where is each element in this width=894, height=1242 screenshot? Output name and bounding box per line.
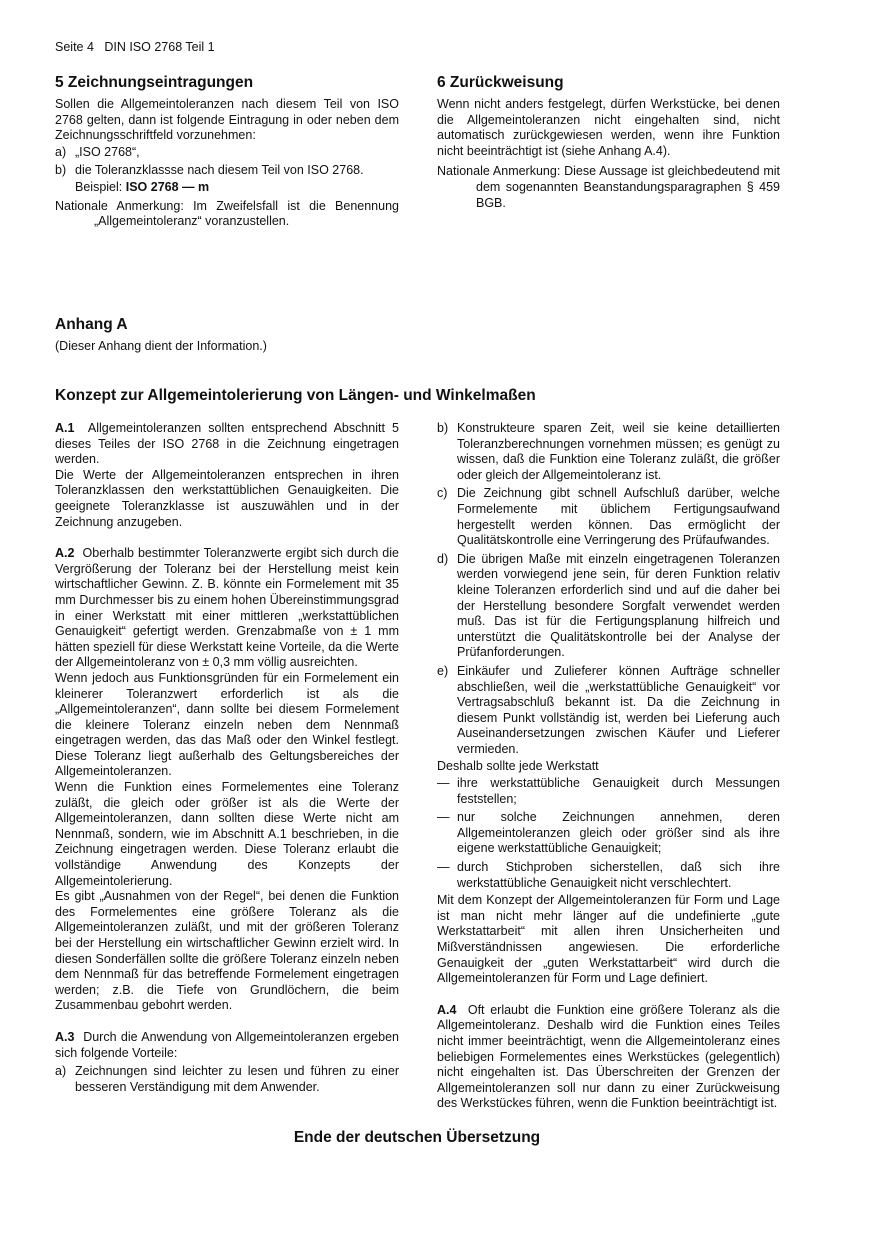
list-item: e) Einkäufer und Zulieferer können Aufträge schneller abschließen, weil die „werkstattübliche Genauigkeit“ vor Vertragsabschluß bekannt ist. Da die Zeichnung in diesem Punkt vollständig ist, werden bei Lieferung auch Auseinandersetzungen zwischen Käufer und Lieferer vermieden.: [437, 663, 780, 756]
section-6-title: 6 Zurückweisung: [437, 74, 564, 91]
paragraph: Die Werte der Allgemeintoleranzen entsprechen in ihren Toleranzklassen den werkstattüblichen Genauigkeiten. Die geeignete Toleranzklasse ist auszuwählen und in der Zeichnung anzugeben.: [55, 467, 399, 529]
list-item: a) „ISO 2768“,: [55, 144, 140, 159]
section-6: [437, 74, 780, 211]
section-5: [55, 74, 399, 230]
paragraph-a1: A.1 Allgemeintoleranzen sollten entsprechend Abschnitt 5 dieses Teiles der ISO 2768 in die Zeichnung eingetragen werden.: [55, 421, 399, 467]
paragraph: Wenn jedoch aus Funktionsgründen für ein Formelement ein kleinerer Toleranzwert erforderlich ist als die „Allgemeintoleranzen“, dann sollte bei diesem Formelement die kleinere Toleranz einzeln neben dem Nennmaß eingetragen werden, das das Maß oder den Winkel festlegt. Diese Toleranz liegt außerhalb des Geltungsbereiches der Allgemeintoleranzen.: [55, 670, 399, 779]
paragraph-a3: A.3 Durch die Anwendung von Allgemeintoleranzen ergeben sich folgende Vorteile:: [55, 1029, 400, 1060]
annex-right-column: [437, 421, 780, 1112]
national-note: Nationale Anmerkung: Diese Aussage ist gleichbedeutend mit dem sogenannten Beanstandungsparagraphen § 459 BGB.: [437, 164, 780, 210]
annex-title: Anhang A: [55, 316, 128, 333]
end-of-translation: Ende der deutschen Übersetzung: [293, 1129, 541, 1146]
paragraph: Mit dem Konzept der Allgemeintoleranzen für Form und Lage ist man nicht mehr länger auf die undefinierte „gute Werkstattarbeit“ mit allen ihren Unsicherheiten und Mißverständnissen angewiesen. Die erforderliche Genauigkeit der „guten Werkstattarbeit“ wird durch die Allgemeintoleranzen für Form und Lage definiert.: [437, 893, 780, 986]
list-item: — ihre werkstattübliche Genauigkeit durch Messungen feststellen;: [437, 776, 780, 806]
section-6-text: Wenn nicht anders festgelegt, dürfen Werkstücke, bei denen die Allgemeintoleranzen nicht eingehalten sind, nicht automatisch zurückgewiesen werden, wenn ihre Funktion nicht beeinträchtigt ist (siehe Anhang A.4).: [437, 97, 780, 158]
paragraph: Wenn die Funktion eines Formelementes eine Toleranz zuläßt, die gleich oder größer ist als die Werte der Allgemeintoleranzen, dann sollten diese Werte nicht am Nennmaß, sondern, wie im Abschnitt A.1 beschrieben, in die Zeichnung eingetragen werden. Diese Toleranz erlaubt die vollständige Anwendung des Konzepts der Allgemeintolerierung.: [55, 780, 399, 888]
list-item: — durch Stichproben sicherstellen, daß sich ihre werkstattübliche Genauigkeit nicht verschlechtert.: [437, 860, 780, 890]
section-5-intro: Sollen die Allgemeintoleranzen nach diesem Teil von ISO 2768 gelten, dann ist folgende Eintragung in oder neben dem Zeichnungsschriftfeld vorzunehmen:: [55, 97, 399, 143]
list-item: a) Zeichnungen sind leichter zu lesen und führen zu einer besseren Verständigung mit dem Anwender.: [55, 1064, 399, 1094]
paragraph-a2: A.2 Oberhalb bestimmter Toleranzwerte ergibt sich durch die Vergrößerung der Toleranz bei der Herstellung meist kein wirtschaftlicher Gewinn. Z. B. könnte ein Formelement mit 35 mm Durchmesser bis zu einem hohen Übereinstimmungsgrad in einer Werkstatt mit einer mittleren „werkstattüblichen Genauigkeit“ gefertigt werden. Grenzabmaße von ± 1 mm hätten speziell für diese Werkstatt keine Vorteile, da die Werte der Allgemeintoleranz von ± 0,3 mm völlig ausreichten.: [55, 546, 399, 670]
list-item: c) Die Zeichnung gibt schnell Aufschluß darüber, welche Formelemente mit üblichem Fertigungsaufwand hergestellt werden können. Das ermöglicht der Qualitätskontrolle eine Verringerung des Prüfaufwandes.: [437, 486, 780, 548]
paragraph-a4: A.4 Oft erlaubt die Funktion eine größere Toleranz als die Allgemeintoleranz. Deshalb wird die Funktion eines Teiles nicht immer beeinträchtigt, wenn die Allgemeintoleranz eines beliebigen Formelementes eines Werkstückes (gelegentlich) nicht eingehalten ist. Das Überschreiten der Grenzen der Allgemeintoleranzen soll nur dann zu einer Zurückweisung des Werkstückes führen, wenn die Funktion beeinträchtigt ist.: [437, 1002, 780, 1111]
annex-heading: Konzept zur Allgemeintolerierung von Längen- und Winkelmaßen: [55, 387, 536, 404]
list-item: d) Die übrigen Maße mit einzeln eingetragenen Toleranzen werden vorwiegend jene sein, für deren Funktion relativ kleine Toleranzen erforderlich sind und auf die daher bei der Herstellung besondere Sorgfalt verwendet werden muß. Das ist für die Fertigungsplanung hilfreich und unterstützt die Qualitätskontrolle bei der Analyse der Prüfanforderungen.: [437, 551, 780, 660]
page-number: Seite 4: [55, 40, 94, 54]
annex-left-column: [55, 421, 399, 1095]
running-header: [55, 40, 215, 54]
list-item: b) die Toleranzklassse nach diesem Teil von ISO 2768.: [55, 163, 364, 178]
list-item: b) Konstrukteure sparen Zeit, weil sie keine detaillierten Toleranzberechnungen vornehmen müssen; es genügt zu wissen, daß die Funktion eine Toleranz zuläßt, die größer oder gleich der Allgemeintoleranz ist.: [437, 421, 780, 482]
national-note: Nationale Anmerkung: Im Zweifelsfall ist die Benennung „Allgemeintoleranz“ voranzustellen.: [55, 198, 399, 229]
annex-subtitle: (Dieser Anhang dient der Information.): [55, 339, 267, 353]
section-5-title: 5 Zeichnungseintragungen: [55, 74, 254, 91]
paragraph: Deshalb sollte jede Werkstatt: [437, 759, 599, 774]
document-id: DIN ISO 2768 Teil 1: [104, 40, 215, 54]
paragraph: Es gibt „Ausnahmen von der Regel“, bei denen die Funktion des Formelementes eine größere Toleranz als die Allgemeintoleranzen zuläßt, und mit der größeren Toleranz bei der Herstellung ein wirtschaftlicher Gewinn erzielt wird. In diesen Sonderfällen sollte die größere Toleranz einzeln neben dem Nennmaß für das betreffende Formelement eingetragen werden; z.B. die Tiefe von Grundlöchern, die beim Zusammenbau gebohrt werden.: [55, 889, 399, 1013]
example: Beispiel: ISO 2768 — m: [75, 179, 210, 194]
list-item: — nur solche Zeichnungen annehmen, deren Allgemeintoleranzen gleich oder größer sind als ihre eigene werkstattübliche Genauigkeit;: [437, 810, 780, 856]
